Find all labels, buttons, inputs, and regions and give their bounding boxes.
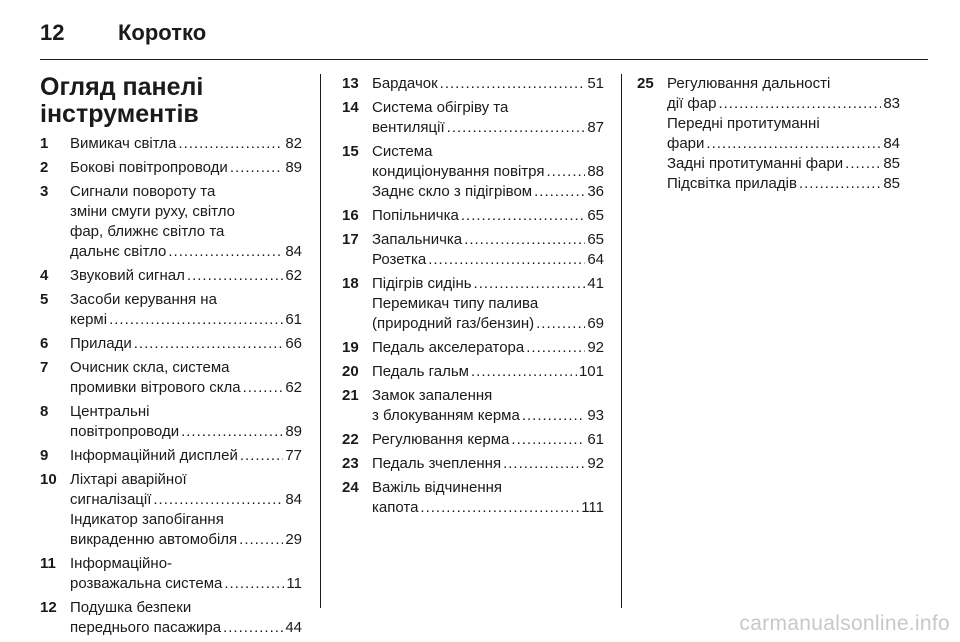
- entry-text: (природний газ/бензин): [372, 315, 535, 332]
- page-reference: 66: [285, 335, 302, 352]
- entry-lines: [372, 430, 604, 450]
- entry-lines: [372, 206, 604, 226]
- watermark: carmanualsonline.info: [739, 612, 950, 635]
- entry-line-with-page: [70, 530, 302, 550]
- page-reference: 101: [578, 363, 604, 380]
- entry-lines: [70, 182, 302, 262]
- index-entry: [40, 554, 302, 594]
- entry-text: кондиціонування повітря: [372, 163, 545, 180]
- entry-line-with-page: [372, 182, 604, 202]
- entry-text: Педаль акселератора: [372, 339, 525, 356]
- entry-text: кермі: [70, 311, 108, 328]
- page-reference: 41: [587, 275, 604, 292]
- entry-text: Задні протитуманні фари: [667, 155, 844, 172]
- dot-leader: [522, 406, 585, 426]
- entry-number: 17: [342, 231, 359, 248]
- page-reference: 93: [587, 407, 604, 424]
- entry-text: Центральні: [70, 403, 150, 420]
- entry-text: Очисник скла, система: [70, 359, 230, 376]
- entry-text: Перемикач типу палива: [372, 295, 539, 312]
- entry-line-with-page: [372, 274, 604, 294]
- entry-text: Педаль гальм: [372, 363, 469, 380]
- entry-text: Вимикач світла: [70, 135, 177, 152]
- index-entry: [342, 338, 604, 358]
- index-entry: [40, 290, 302, 330]
- page-reference: 89: [285, 423, 302, 440]
- entry-text: Індикатор запобігання: [70, 511, 224, 528]
- entry-number: 25: [637, 75, 654, 92]
- entry-text: Інформаційно-: [70, 555, 173, 572]
- entry-line-with-page: [70, 574, 302, 594]
- chapter-title: Коротко: [118, 20, 207, 45]
- dot-leader: [799, 174, 881, 194]
- entry-line-with-page: [372, 498, 604, 518]
- entry-number: 4: [40, 267, 49, 284]
- dot-leader: [461, 206, 585, 226]
- entry-number: 11: [40, 555, 56, 572]
- index-entry: [342, 74, 604, 94]
- dot-leader: [134, 334, 284, 354]
- entry-text: переднього пасажира: [70, 619, 222, 636]
- dot-leader: [534, 182, 585, 202]
- page-reference: 62: [285, 267, 302, 284]
- entry-text: зміни смуги руху, світло: [70, 203, 235, 220]
- dot-leader: [706, 134, 881, 154]
- entry-lines: [70, 598, 302, 638]
- entry-number: 24: [342, 479, 359, 496]
- entry-number: 21: [342, 387, 359, 404]
- page-reference: 87: [587, 119, 604, 136]
- page-reference: 111: [581, 499, 604, 516]
- page-reference: 62: [285, 379, 302, 396]
- entry-lines: [70, 446, 302, 466]
- dot-leader: [718, 94, 881, 114]
- entry-line-with-page: [372, 454, 604, 474]
- entry-lines: [372, 478, 604, 518]
- index-entry: [40, 598, 302, 638]
- page-reference: 65: [587, 231, 604, 248]
- entry-text: Бокові повітропроводи: [70, 159, 228, 176]
- index-entry: [40, 402, 302, 442]
- dot-leader: [243, 378, 284, 398]
- entry-line-with-page: [372, 206, 604, 226]
- dot-leader: [440, 74, 586, 94]
- dot-leader: [109, 310, 283, 330]
- entry-lines: [667, 74, 900, 194]
- entry-number: 12: [40, 599, 57, 616]
- page-reference: 92: [587, 339, 604, 356]
- dot-leader: [474, 274, 586, 294]
- entry-text: дальнє світло: [70, 243, 167, 260]
- entry-text: Підігрів сидінь: [372, 275, 472, 292]
- page-reference: 11: [286, 575, 302, 592]
- index-entry: [342, 274, 604, 334]
- index-entry: [40, 134, 302, 154]
- page-reference: 88: [587, 163, 604, 180]
- entry-text: Прилади: [70, 335, 132, 352]
- entry-line-with-page: [372, 74, 604, 94]
- page-reference: 29: [285, 531, 302, 548]
- entry-lines: [70, 158, 302, 178]
- entry-number: 8: [40, 403, 49, 420]
- entry-line-with-page: [372, 362, 604, 382]
- entry-number: 22: [342, 431, 359, 448]
- entry-text: Замок запалення: [372, 387, 493, 404]
- index-entry: [342, 430, 604, 450]
- page-reference: 51: [587, 75, 604, 92]
- index-entry: [342, 142, 604, 202]
- dot-leader: [536, 314, 585, 334]
- entry-text: капота: [372, 499, 419, 516]
- column-divider: [621, 74, 622, 608]
- entry-text: Педаль зчеплення: [372, 455, 502, 472]
- page-reference: 44: [285, 619, 302, 636]
- entry-number: 9: [40, 447, 49, 464]
- entry-number: 18: [342, 275, 359, 292]
- entry-number: 2: [40, 159, 49, 176]
- page-reference: 69: [587, 315, 604, 332]
- index-entry: [342, 362, 604, 382]
- entry-text: промивки вітрового скла: [70, 379, 241, 396]
- page-reference: 65: [587, 207, 604, 224]
- dot-leader: [223, 618, 283, 638]
- page-number: 12: [40, 20, 65, 45]
- index-entry: [40, 266, 302, 286]
- entry-line-with-page: [667, 134, 900, 154]
- entry-line-with-page: [70, 618, 302, 638]
- entry-lines: [372, 98, 604, 138]
- entry-text: викраденню автомобіля: [70, 531, 238, 548]
- dot-leader: [240, 446, 283, 466]
- entry-text: фари: [667, 135, 705, 152]
- entry-line-with-page: [667, 94, 900, 114]
- entry-lines: [70, 470, 302, 550]
- entry-text: дії фар: [667, 95, 717, 112]
- page-reference: 61: [587, 431, 604, 448]
- entry-text: Регулювання керма: [372, 431, 510, 448]
- index-entry: [40, 358, 302, 398]
- entry-line-with-page: [372, 430, 604, 450]
- index-entry: [342, 230, 604, 270]
- entry-lines: [372, 230, 604, 270]
- entry-line-with-page: [667, 174, 900, 194]
- entry-number: 20: [342, 363, 359, 380]
- entry-number: 13: [342, 75, 359, 92]
- entry-lines: [70, 290, 302, 330]
- page-reference: 64: [587, 251, 604, 268]
- entry-lines: [372, 274, 604, 334]
- dot-leader: [187, 266, 283, 286]
- entries-list: [342, 74, 604, 518]
- entry-lines: [372, 362, 604, 382]
- page-reference: 85: [883, 155, 900, 172]
- entry-line-with-page: [70, 446, 302, 466]
- entry-lines: [70, 402, 302, 442]
- index-entry: [342, 386, 604, 426]
- entry-text: Бардачок: [372, 75, 438, 92]
- entries-list: [40, 134, 302, 638]
- entry-lines: [70, 266, 302, 286]
- entry-text: Подушка безпеки: [70, 599, 192, 616]
- entry-text: розважальна система: [70, 575, 223, 592]
- dot-leader: [420, 498, 579, 518]
- entry-text: повітропроводи: [70, 423, 180, 440]
- page-header: [40, 18, 206, 48]
- page-reference: 36: [587, 183, 604, 200]
- dot-leader: [503, 454, 585, 474]
- page-reference: 84: [883, 135, 900, 152]
- column-3: [637, 74, 900, 198]
- entry-line-with-page: [70, 334, 302, 354]
- section-title-line: Огляд панелі: [40, 73, 204, 101]
- dot-leader: [511, 430, 585, 450]
- entry-text: вентиляції: [372, 119, 445, 136]
- page-reference: 92: [587, 455, 604, 472]
- entry-number: 10: [40, 471, 57, 488]
- page-reference: 89: [285, 159, 302, 176]
- entry-line-with-page: [70, 158, 302, 178]
- column-2: [342, 74, 604, 522]
- entry-line-with-page: [70, 490, 302, 510]
- entries-list: [637, 74, 900, 194]
- entry-text: Ліхтарі аварійної: [70, 471, 187, 488]
- entry-lines: [372, 142, 604, 202]
- page-reference: 84: [285, 243, 302, 260]
- index-entry: [342, 478, 604, 518]
- dot-leader: [428, 250, 585, 270]
- dot-leader: [230, 158, 284, 178]
- entry-lines: [372, 338, 604, 358]
- entry-line-with-page: [70, 266, 302, 286]
- column-1: [40, 74, 302, 642]
- entry-number: 3: [40, 183, 49, 200]
- section-title: [40, 74, 302, 128]
- entry-line-with-page: [70, 242, 302, 262]
- index-entry: [40, 334, 302, 354]
- entry-text: Заднє скло з підігрівом: [372, 183, 533, 200]
- dot-leader: [181, 422, 283, 442]
- entry-number: 23: [342, 455, 359, 472]
- column-divider: [320, 74, 321, 608]
- index-entry: [637, 74, 900, 194]
- section-title-line: інструментів: [40, 100, 199, 128]
- dot-leader: [526, 338, 585, 358]
- entry-line-with-page: [70, 378, 302, 398]
- entry-line-with-page: [372, 162, 604, 182]
- entry-text: Передні протитуманні: [667, 115, 820, 132]
- entry-line-with-page: [372, 406, 604, 426]
- entry-lines: [70, 134, 302, 154]
- entry-text: Інформаційний дисплей: [70, 447, 238, 464]
- page-reference: 85: [883, 175, 900, 192]
- index-entry: [40, 182, 302, 262]
- entry-line-with-page: [667, 154, 900, 174]
- entry-lines: [70, 358, 302, 398]
- entry-number: 19: [342, 339, 359, 356]
- page-reference: 83: [883, 95, 900, 112]
- dot-leader: [168, 242, 283, 262]
- entry-number: 6: [40, 335, 49, 352]
- dot-leader: [546, 162, 585, 182]
- entry-line-with-page: [372, 250, 604, 270]
- entry-lines: [70, 334, 302, 354]
- entry-text: Підсвітка приладів: [667, 175, 797, 192]
- page-reference: 84: [285, 491, 302, 508]
- entry-number: 1: [40, 135, 49, 152]
- entry-text: Попільничка: [372, 207, 459, 224]
- page-reference: 61: [285, 311, 302, 328]
- entry-number: 7: [40, 359, 49, 376]
- entry-line-with-page: [70, 310, 302, 330]
- entry-text: Сигнали повороту та: [70, 183, 216, 200]
- entry-lines: [372, 74, 604, 94]
- dot-leader: [447, 118, 586, 138]
- dot-leader: [471, 362, 577, 382]
- entry-text: з блокуванням керма: [372, 407, 520, 424]
- index-entry: [342, 206, 604, 226]
- entry-text: Система обігріву та: [372, 99, 509, 116]
- index-entry: [40, 158, 302, 178]
- dot-leader: [464, 230, 585, 250]
- entry-lines: [372, 454, 604, 474]
- dot-leader: [845, 154, 881, 174]
- entry-text: Важіль відчинення: [372, 479, 503, 496]
- entry-text: Звуковий сигнал: [70, 267, 185, 284]
- entry-number: 5: [40, 291, 49, 308]
- entry-text: Регулювання дальності: [667, 75, 831, 92]
- index-entry: [40, 470, 302, 550]
- dot-leader: [178, 134, 283, 154]
- entry-text: Система: [372, 143, 433, 160]
- entry-text: фар, ближнє світло та: [70, 223, 225, 240]
- header-divider: [40, 59, 928, 60]
- entry-text: сигналізації: [70, 491, 152, 508]
- entry-line-with-page: [372, 314, 604, 334]
- dot-leader: [239, 530, 283, 550]
- dot-leader: [224, 574, 284, 594]
- index-entry: [342, 454, 604, 474]
- entry-lines: [70, 554, 302, 594]
- page-reference: 77: [285, 447, 302, 464]
- index-entry: [342, 98, 604, 138]
- entry-line-with-page: [70, 134, 302, 154]
- dot-leader: [153, 490, 283, 510]
- entry-text: Засоби керування на: [70, 291, 217, 308]
- entry-line-with-page: [372, 230, 604, 250]
- entry-number: 16: [342, 207, 359, 224]
- entry-line-with-page: [372, 338, 604, 358]
- entry-text: Запальничка: [372, 231, 463, 248]
- entry-number: 15: [342, 143, 359, 160]
- index-entry: [40, 446, 302, 466]
- page-reference: 82: [285, 135, 302, 152]
- entry-lines: [372, 386, 604, 426]
- entry-line-with-page: [70, 422, 302, 442]
- entry-number: 14: [342, 99, 359, 116]
- entry-line-with-page: [372, 118, 604, 138]
- entry-text: Розетка: [372, 251, 427, 268]
